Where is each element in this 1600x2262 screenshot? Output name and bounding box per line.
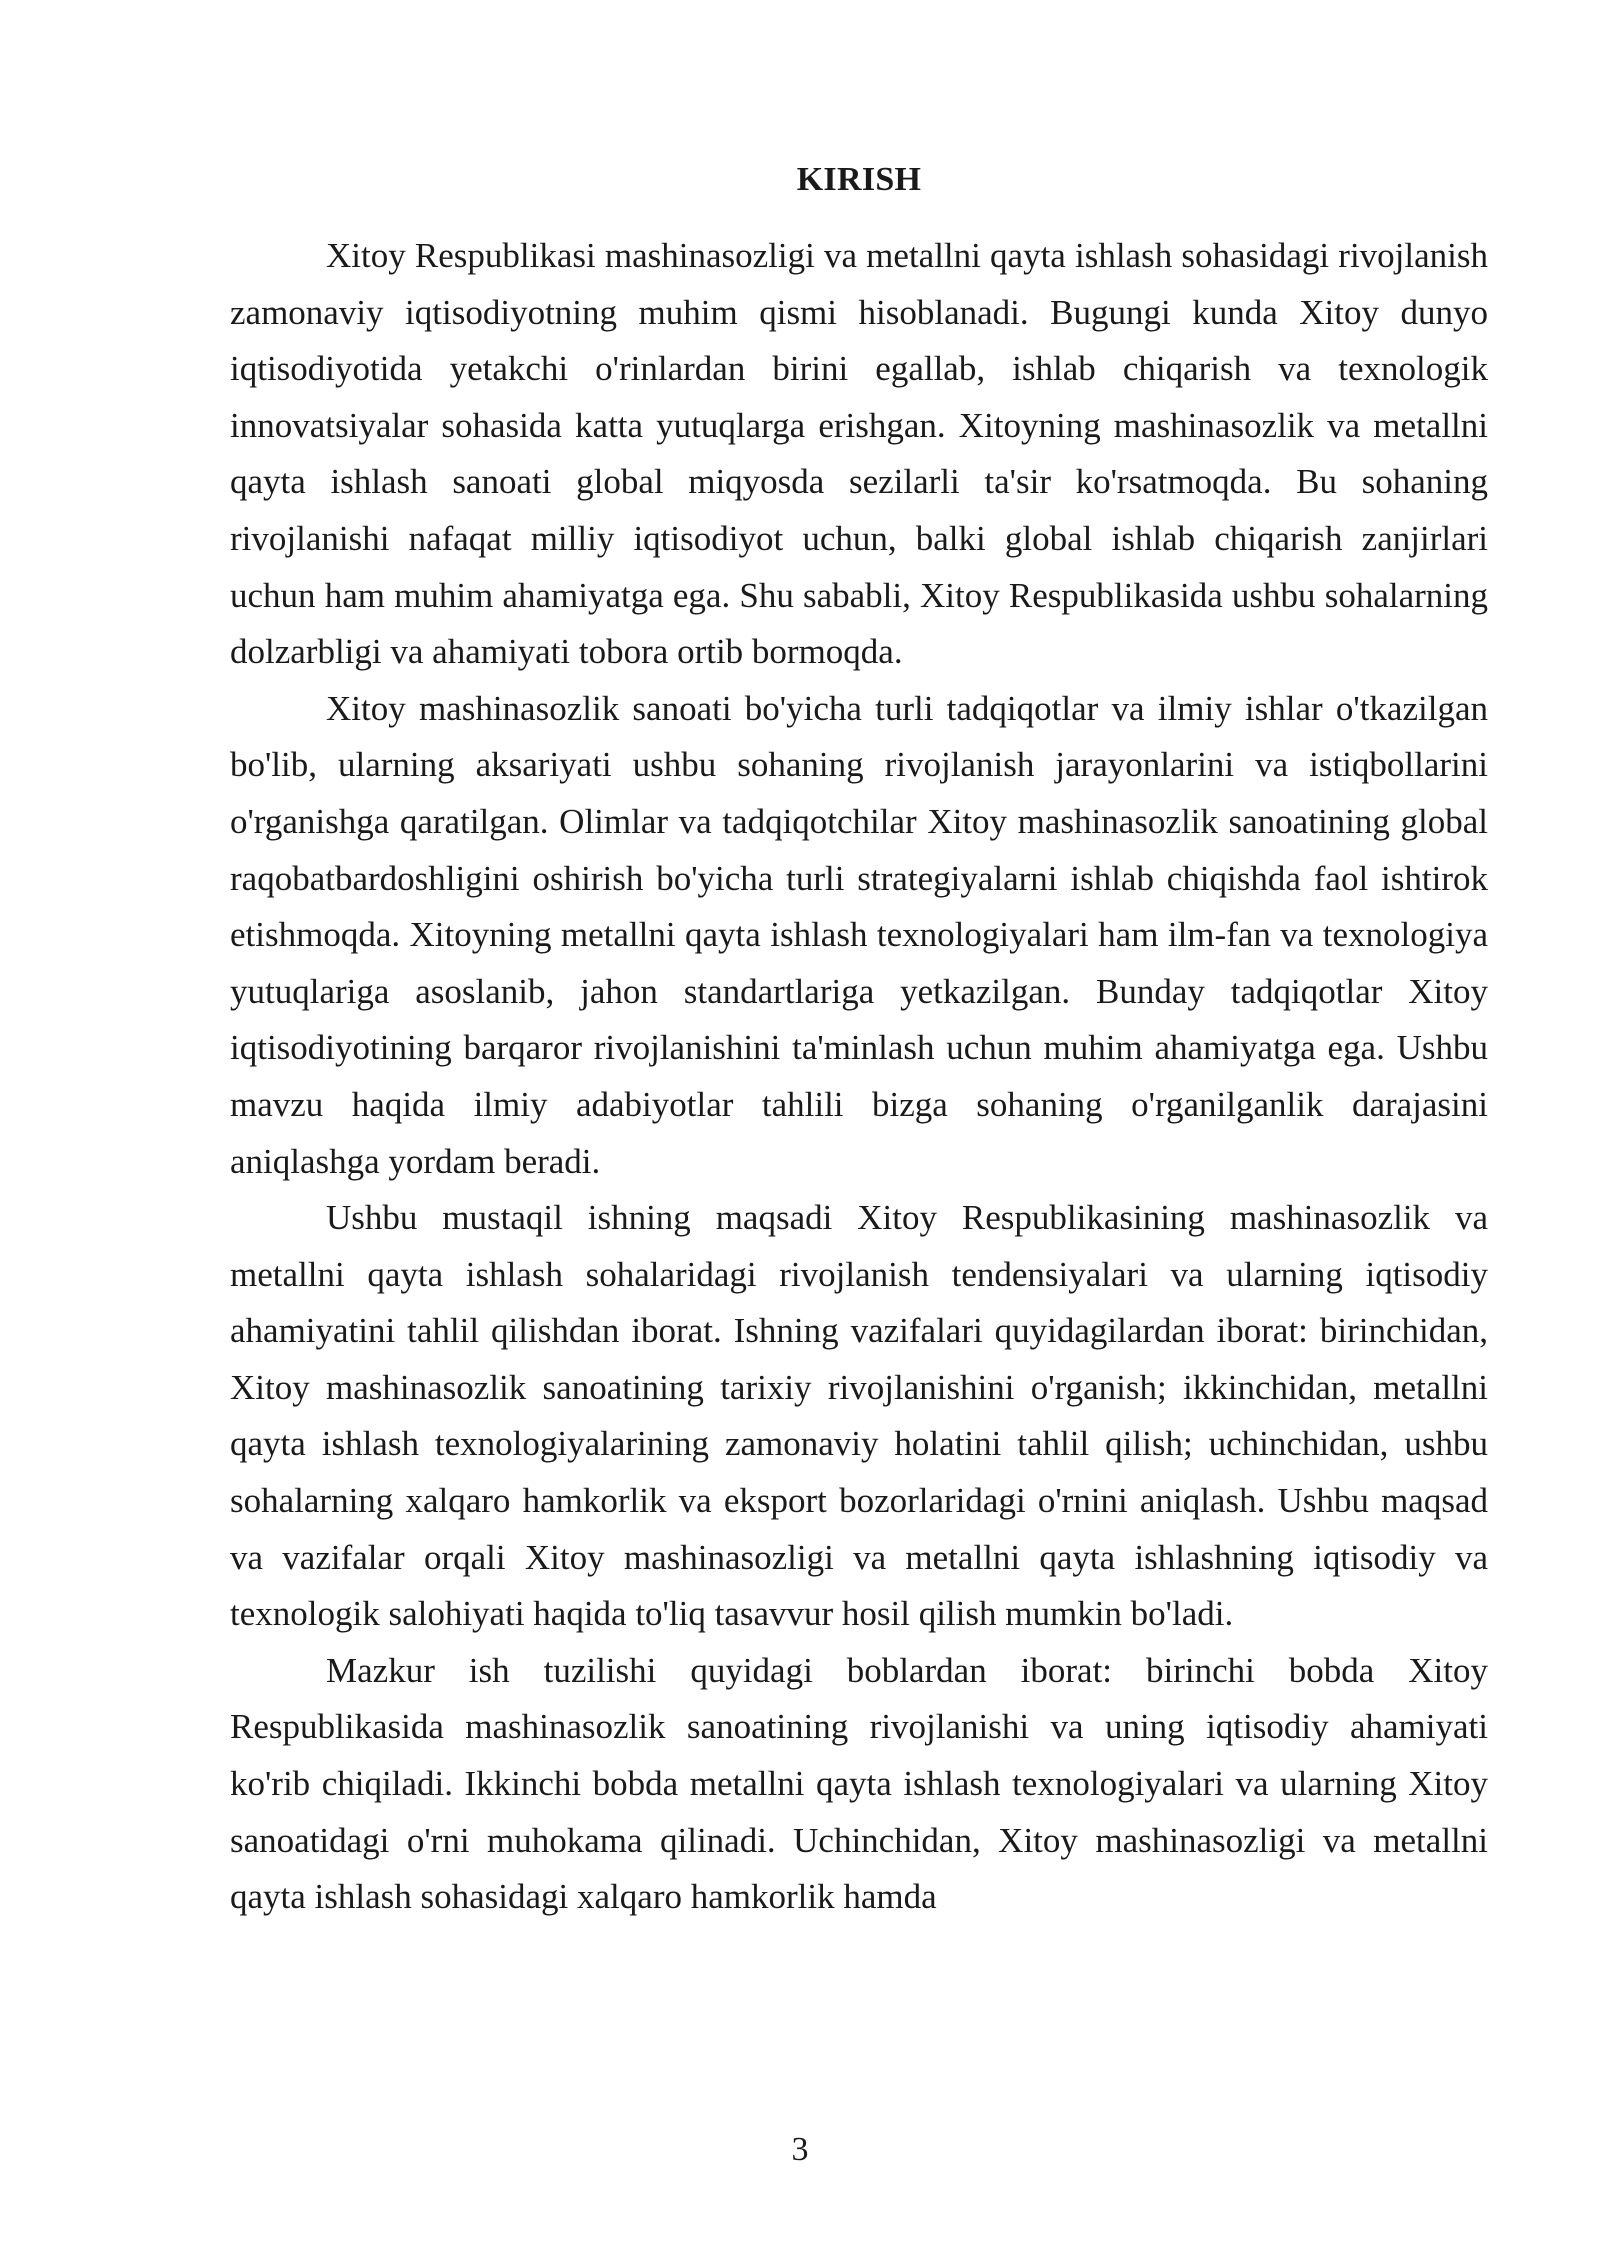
paragraph-1: Xitoy Respublikasi mashinasozligi va metallni qayta ishlash sohasidagi rivojlanish zamonaviy iqtisodiyotning muhim qismi hisoblanadi. Bugungi kunda Xitoy dunyo iqtisodiyotida yetakchi o'rinlardan birini egallab, ishlab chiqarish va texnologik innovatsiyalar sohasida katta yutuqlarga erishgan. Xitoyning mashinasozlik va metallni qayta ishlash sanoati global miqyosda sezilarli ta'sir ko'rsatmoqda. Bu sohaning rivojlanishi nafaqat milliy iqtisodiyot uchun, balki global ishlab chiqarish zanjirlari uchun ham muhim ahamiyatga ega. Shu sababli, Xitoy Respublikasida ushbu sohalarning dolzarbligi va ahamiyati tobora ortib bormoqda. bbox=[230, 236, 1488, 672]
paragraph-2: Xitoy mashinasozlik sanoati bo'yicha turli tadqiqotlar va ilmiy ishlar o'tkazilgan bo'lib, ularning aksariyati ushbu sohaning rivojlanish jarayonlarini va istiqbollarini o'rganishga qaratilgan. Olimlar va tadqiqotchilar Xitoy mashinasozlik sanoatining global raqobatbardoshligini oshirish bo'yicha turli strategiyalarni ishlab chiqishda faol ishtirok etishmoqda. Xitoyning metallni qayta ishlash texnologiyalari ham ilm-fan va texnologiya yutuqlariga asoslanib, jahon standartlariga yetkazilgan. Bunday tadqiqotlar Xitoy iqtisodiyotining barqaror rivojlanishini ta'minlash uchun muhim ahamiyatga ega. Ushbu mavzu haqida ilmiy adabiyotlar tahlili bizga sohaning o'rganilganlik darajasini aniqlashga yordam beradi. bbox=[230, 688, 1488, 1181]
paragraph-4: Mazkur ish tuzilishi quyidagi boblardan iborat: birinchi bobda Xitoy Respublikasida mashinasozlik sanoatining rivojlanishi va uning iqtisodiy ahamiyati ko'rib chiqiladi. Ikkinchi bobda metallni qayta ishlash texnologiyalari va ularning Xitoy sanoatidagi o'rni muhokama qilinadi. Uchinchidan, Xitoy mashinasozligi va metallni qayta ishlash sohasidagi xalqaro hamkorlik hamda bbox=[230, 1650, 1488, 1917]
page-number: 3 bbox=[791, 2131, 809, 2168]
paragraph-3: Ushbu mustaqil ishning maqsadi Xitoy Respublikasining mashinasozlik va metallni qayta ishlash sohalaridagi rivojlanish tendensiyalari va ularning iqtisodiy ahamiyatini tahlil qilishdan iborat. Ishning vazifalari quyidagilardan iborat: birinchidan, Xitoy mashinasozlik sanoatining tarixiy rivojlanishini o'rganish; ikkinchidan, metallni qayta ishlash texnologiyalarining zamonaviy holatini tahlil qilish; uchinchidan, ushbu sohalarning xalqaro hamkorlik va eksport bozorlaridagi o'rnini aniqlash. Ushbu maqsad va vazifalar orqali Xitoy mashinasozligi va metallni qayta ishlashning iqtisodiy va texnologik salohiyati haqida to'liq tasavvur hosil qilish mumkin bo'ladi. bbox=[230, 1198, 1488, 1634]
section-title: KIRISH bbox=[796, 161, 922, 198]
document-page bbox=[230, 160, 1488, 1926]
